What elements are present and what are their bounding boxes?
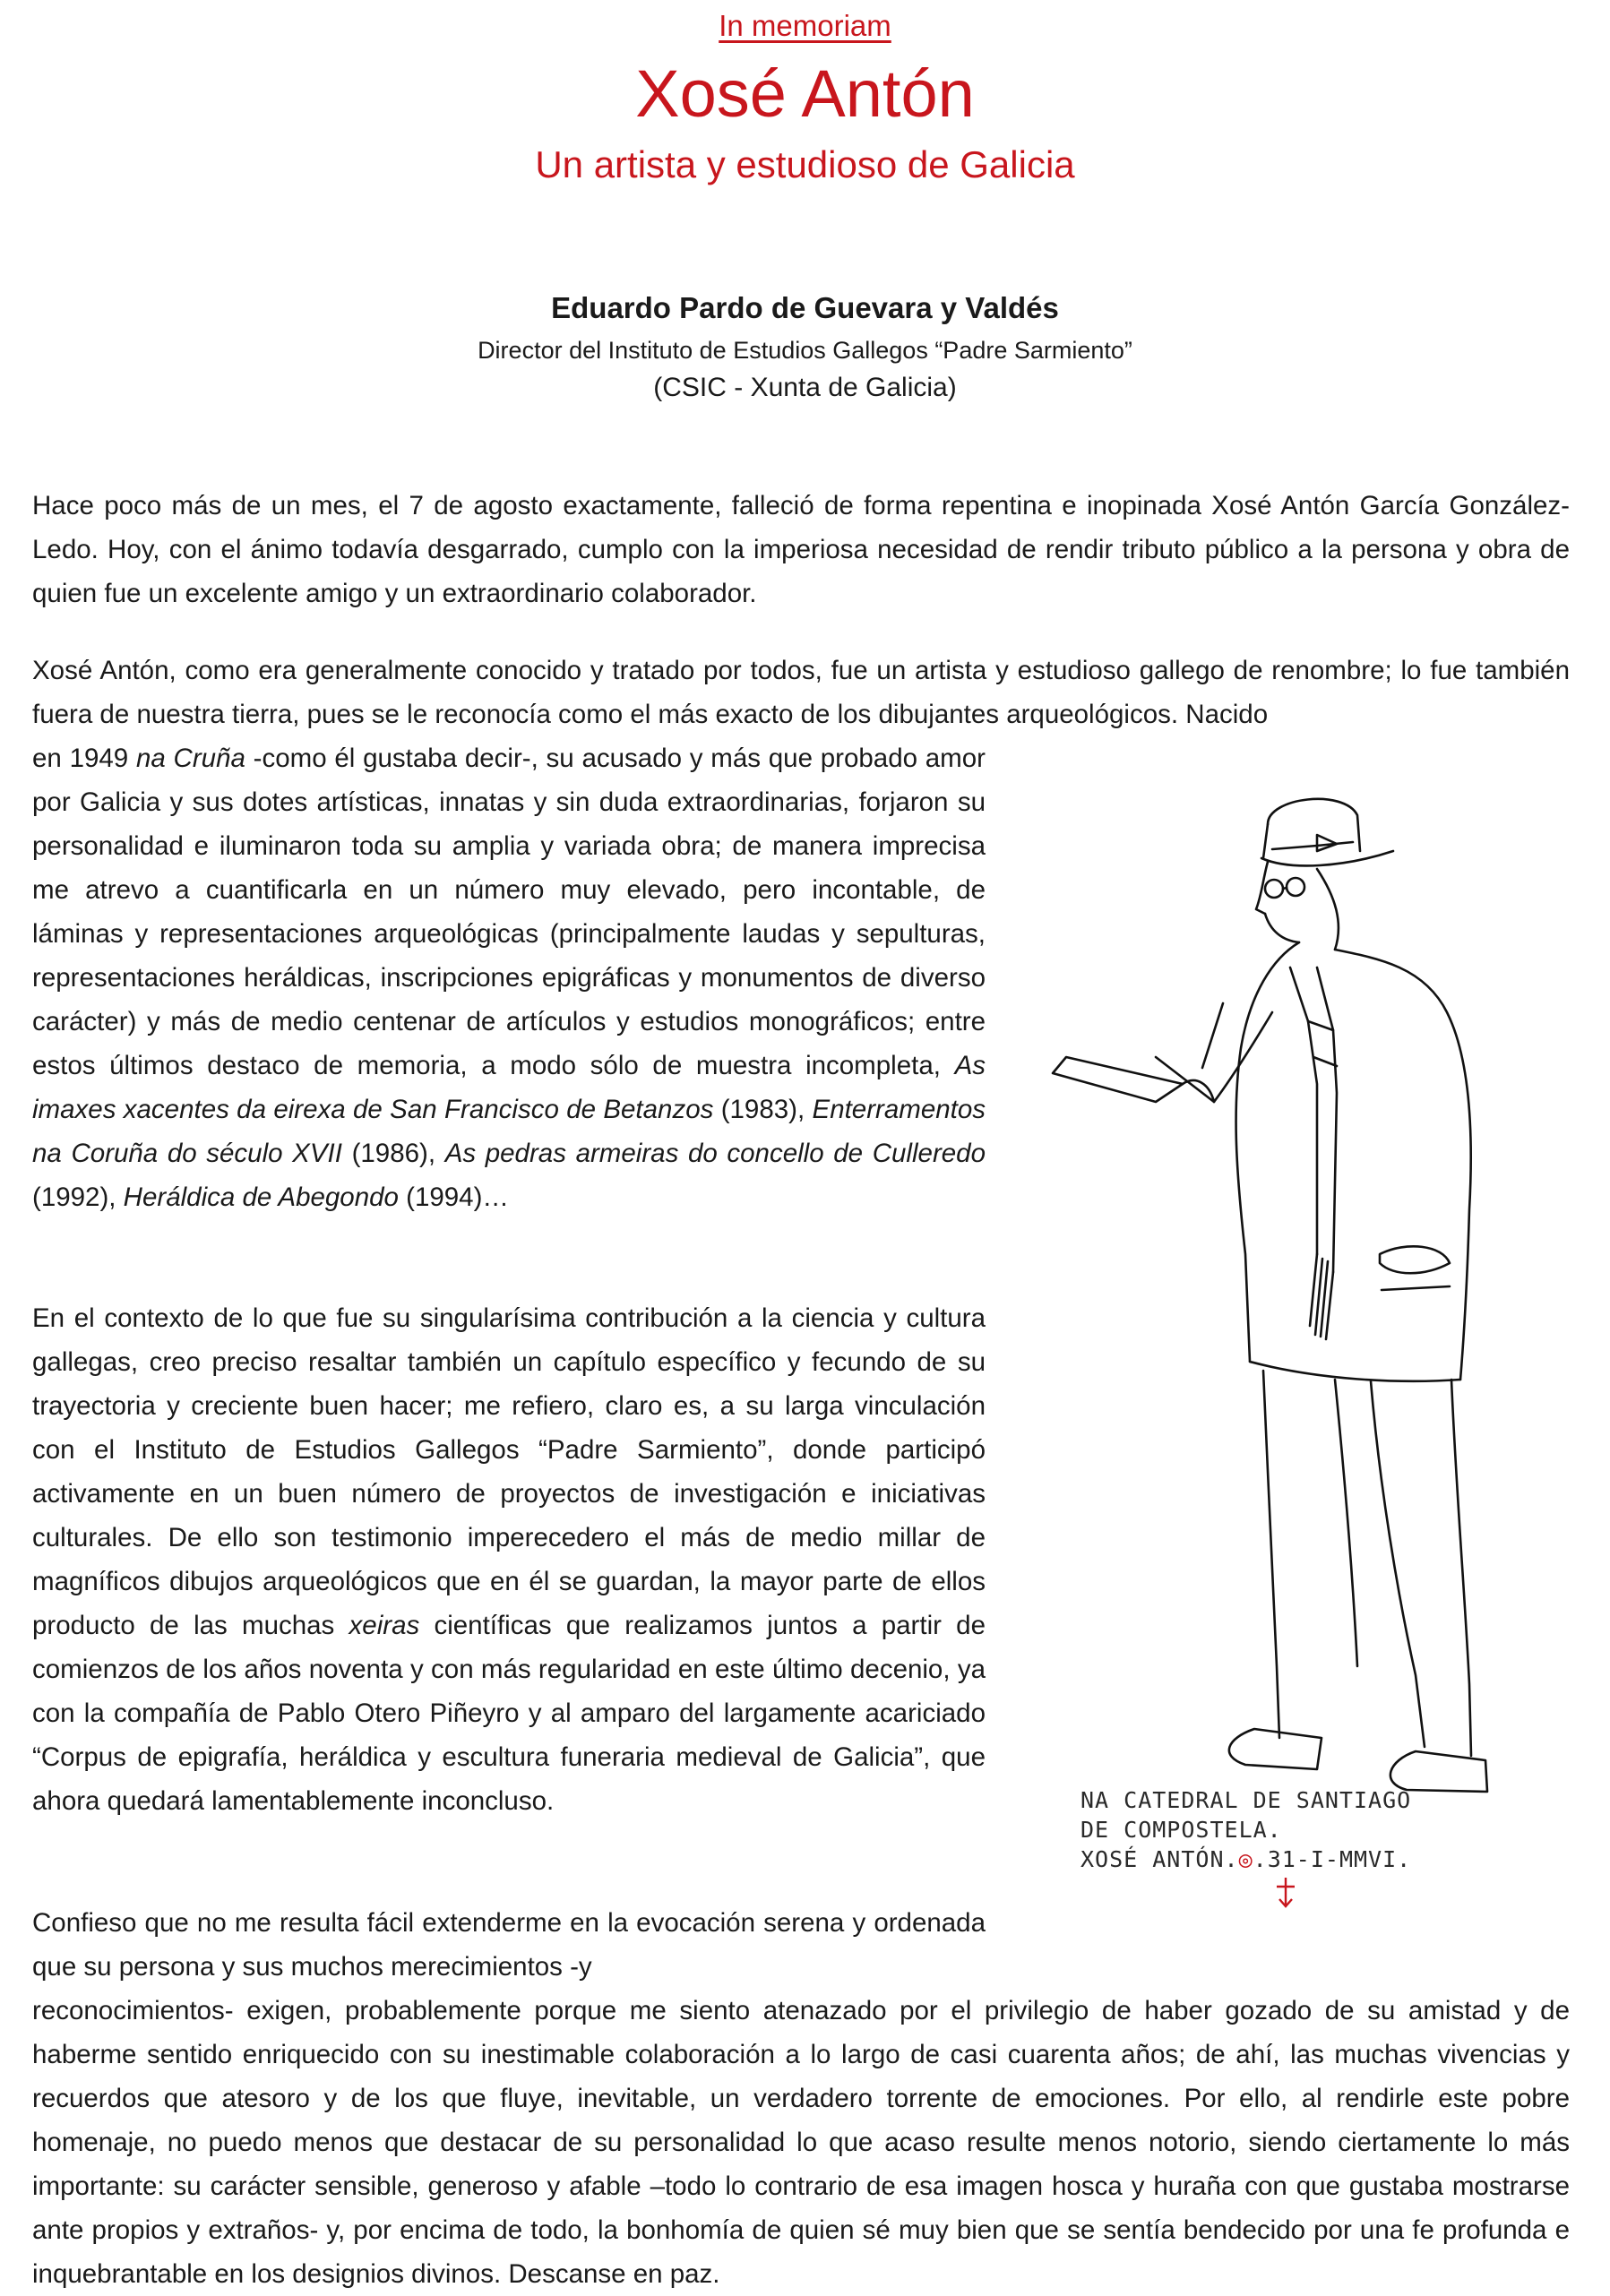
p2-segment: -como él gustaba decir-, su acusado y más que probado amor por Galicia y sus dotes artísticas, innatas y sin duda extraordinarias, forjaron su personalidad e iluminaron toda su amplia y variada obra; de manera imprecisa me atrevo a cuantificarla en un número muy elevado, pero incontable, de láminas y representaciones arqueológicas (principalmente laudas y sepulturas, representaciones heráldicas, inscripciones epigráficas y monumentos de diverso carácter) y más de medio centenar de artículos y estudios monográficos; entre estos últimos destaco de memoria, a modo sólo de muestra incompleta, <box>32 744 986 1080</box>
p2-italic-title: As imaxes xacentes da eirexa de San Francisco de Betanzos <box>32 1051 986 1124</box>
paragraph-4-full-width <box>32 1989 1570 2296</box>
paragraph-1 <box>32 484 1570 615</box>
caption-line-3 <box>1081 1845 1546 1874</box>
author-name: Eduardo Pardo de Guevara y Valdés <box>551 291 1059 324</box>
caption-signature: XOSÉ ANTÓN. <box>1081 1846 1239 1872</box>
caption-date: .31-I-MMVI. <box>1253 1846 1412 1872</box>
p2-italic-title: Enterramentos na Coruña do século XVII <box>32 1095 986 1168</box>
p3-segment: científicas que realizamos juntos a partir de comienzos de los años noventa y con más regularidad en este último decenio, ya con la compañía de Pablo Otero Piñeyro y al amparo del largamente acariciado “Corpus de epigrafía, heráldica y escultura funeraria medieval de Galicia”, que ahora quedará lamentablemente inconcluso. <box>32 1611 986 1816</box>
illustration-caption <box>1081 1785 1546 1874</box>
p2-segment: (1986), <box>341 1139 445 1168</box>
paragraph-2-intro <box>32 649 1570 736</box>
paragraph-1-text: Hace poco más de un mes, el 7 de agosto exactamente, falleció de forma repentina e inopinada Xosé Antón García González-Ledo. Hoy, con el ánimo todavía desgarrado, cumplo con la imperiosa necesidad de rendir tributo público a la persona y obra de quien fue un excelente amigo y un extraordinario colaborador. <box>32 491 1570 608</box>
affiliation-line-1: Director del Instituto de Estudios Gallegos “Padre Sarmiento” <box>478 337 1132 364</box>
p3-segment: En el contexto de lo que fue su singularísima contribución a la ciencia y cultura gallegas, creo preciso resaltar también un capítulo específico y fecundo de su trayectoria y creciente buen hacer; me refiero, claro es, a su larga vinculación con el Instituto de Estudios Gallegos “Padre Sarmiento”, donde participó activamente en un buen número de proyectos de investigación e iniciativas culturales. De ello son testimonio imperecedero el más de medio millar de magníficos dibujos arqueológicos que en él se guardan, la mayor parte de ellos producto de las muchas <box>32 1303 986 1640</box>
paragraph-4-wrapped <box>32 1901 986 1989</box>
artist-sketch-illustration <box>1048 788 1514 1935</box>
paragraph-4-start: Confieso que no me resulta fácil extenderme en la evocación serena y ordenada que su persona y sus muchos merecimientos -y <box>32 1908 986 1982</box>
paragraph-3-text <box>32 1296 986 1823</box>
article-title: Xosé Antón <box>635 56 975 131</box>
section-kicker: In memoriam <box>719 9 891 42</box>
caption-line-2: DE COMPOSTELA. <box>1081 1817 1282 1843</box>
paragraph-4-rest: reconocimientos- exigen, probablemente porque me siento atenazado por el privilegio de haber gozado de su amistad y de haberme sentido enriquecido con su inestimable colaboración a lo largo de casi cuarenta años; de ahí, las muchas vivencias y recuerdos que atesoro y de los que fluye, inevitable, un verdadero torrente de emociones. Por ello, al rendirle este pobre homenaje, no puedo menos que destacar de su personalidad lo que acaso resulte menos notorio, siendo ciertamente lo más importante: su carácter sensible, generoso y afable –todo lo contrario de esa imagen hosca y huraña con que gustaba mostrarse ante propios y extraños- y, por encima de todo, la bonhomía de quien sé muy bien que se sentía bendecido por una fe profunda e inquebrantable en los designios divinos. Descanse en paz. <box>32 1996 1570 2289</box>
affiliation-line-2: (CSIC - Xunta de Galicia) <box>653 373 957 402</box>
p2-italic-title: As pedras armeiras do concello de Culleredo <box>444 1139 986 1168</box>
cross-mark-icon <box>1272 1874 1299 1910</box>
spiral-mark-icon: ◎ <box>1238 1846 1253 1872</box>
caption-line-1: NA CATEDRAL DE SANTIAGO <box>1081 1787 1412 1813</box>
p2-segment: en 1949 <box>32 744 136 773</box>
author-affiliation <box>0 333 1610 405</box>
article-subtitle: Un artista y estudioso de Galicia <box>535 143 1075 185</box>
p2-segment: (1994)… <box>398 1182 509 1212</box>
p2-segment: (1983), <box>713 1095 813 1124</box>
paragraph-2-text <box>32 736 986 1219</box>
paragraph-2-wrapped <box>32 736 986 1219</box>
paragraph-3 <box>32 1296 986 1823</box>
p2-italic-title: Heráldica de Abegondo <box>123 1182 399 1212</box>
p3-italic-xeiras: xeiras <box>349 1611 420 1640</box>
p2-italic-na-cruna: na Cruña <box>135 744 245 773</box>
paragraph-2-full-width: Xosé Antón, como era generalmente conocido y tratado por todos, fue un artista y estudioso gallego de renombre; lo fue también fuera de nuestra tierra, pues se le reconocía como el más exacto de los dibujantes arqueológicos. Nacido <box>32 656 1570 729</box>
p2-segment: (1992), <box>32 1182 124 1212</box>
